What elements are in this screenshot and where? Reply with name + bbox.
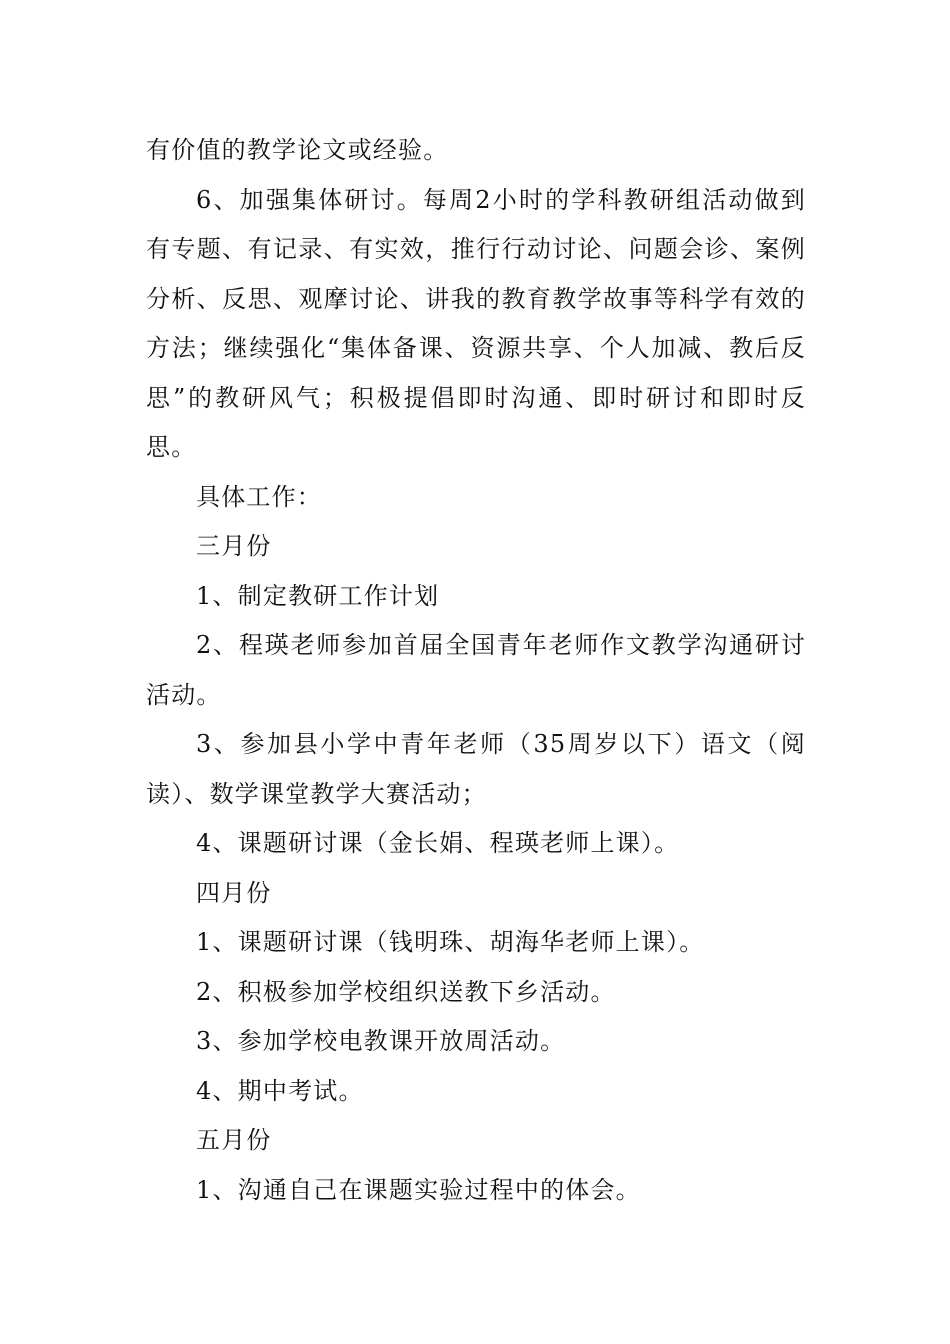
list-item: 2、积极参加学校组织送教下乡活动。: [196, 977, 616, 1006]
list-item: 1、课题研讨课（钱明珠、胡海华老师上课）。: [196, 928, 705, 956]
month-heading-may: 五月份: [196, 1126, 272, 1154]
paragraph-item-6: 6、加强集体研讨。每周2小时的学科教研组活动做到有专题、有记录、有实效，推行行动讨论、问题会诊、案例分析、反思、观摩讨论、讲我的教育教学故事等科学有效的方法；继续强化“集体备课、资源共享、个人加减、教后反思”的教研风气；积极提倡即时沟通、即时研讨和即时反思。: [146, 185, 806, 461]
document-page: [146, 126, 806, 1215]
list-item: 4、期中考试。: [196, 1076, 364, 1105]
month-heading-march: 三月份: [196, 532, 272, 560]
month-heading-april: 四月份: [196, 878, 272, 907]
list-item: 3、参加学校电教课开放周活动。: [196, 1027, 566, 1055]
paragraph-continued: 有价值的教学论文或经验。: [146, 136, 449, 164]
list-item: 1、沟通自己在课题实验过程中的体会。: [196, 1175, 641, 1204]
list-item: 4、课题研讨课（金长娟、程瑛老师上课）。: [196, 829, 680, 857]
list-item: 3、参加县小学中青年老师（35周岁以下）语文（阅读）、数学课堂教学大赛活动；: [146, 730, 806, 808]
list-item: 2、程瑛老师参加首届全国青年老师作文教学沟通研讨活动。: [146, 631, 806, 709]
list-item: 1、制定教研工作计划: [196, 581, 440, 610]
section-heading-specific-work: 具体工作：: [196, 482, 322, 511]
